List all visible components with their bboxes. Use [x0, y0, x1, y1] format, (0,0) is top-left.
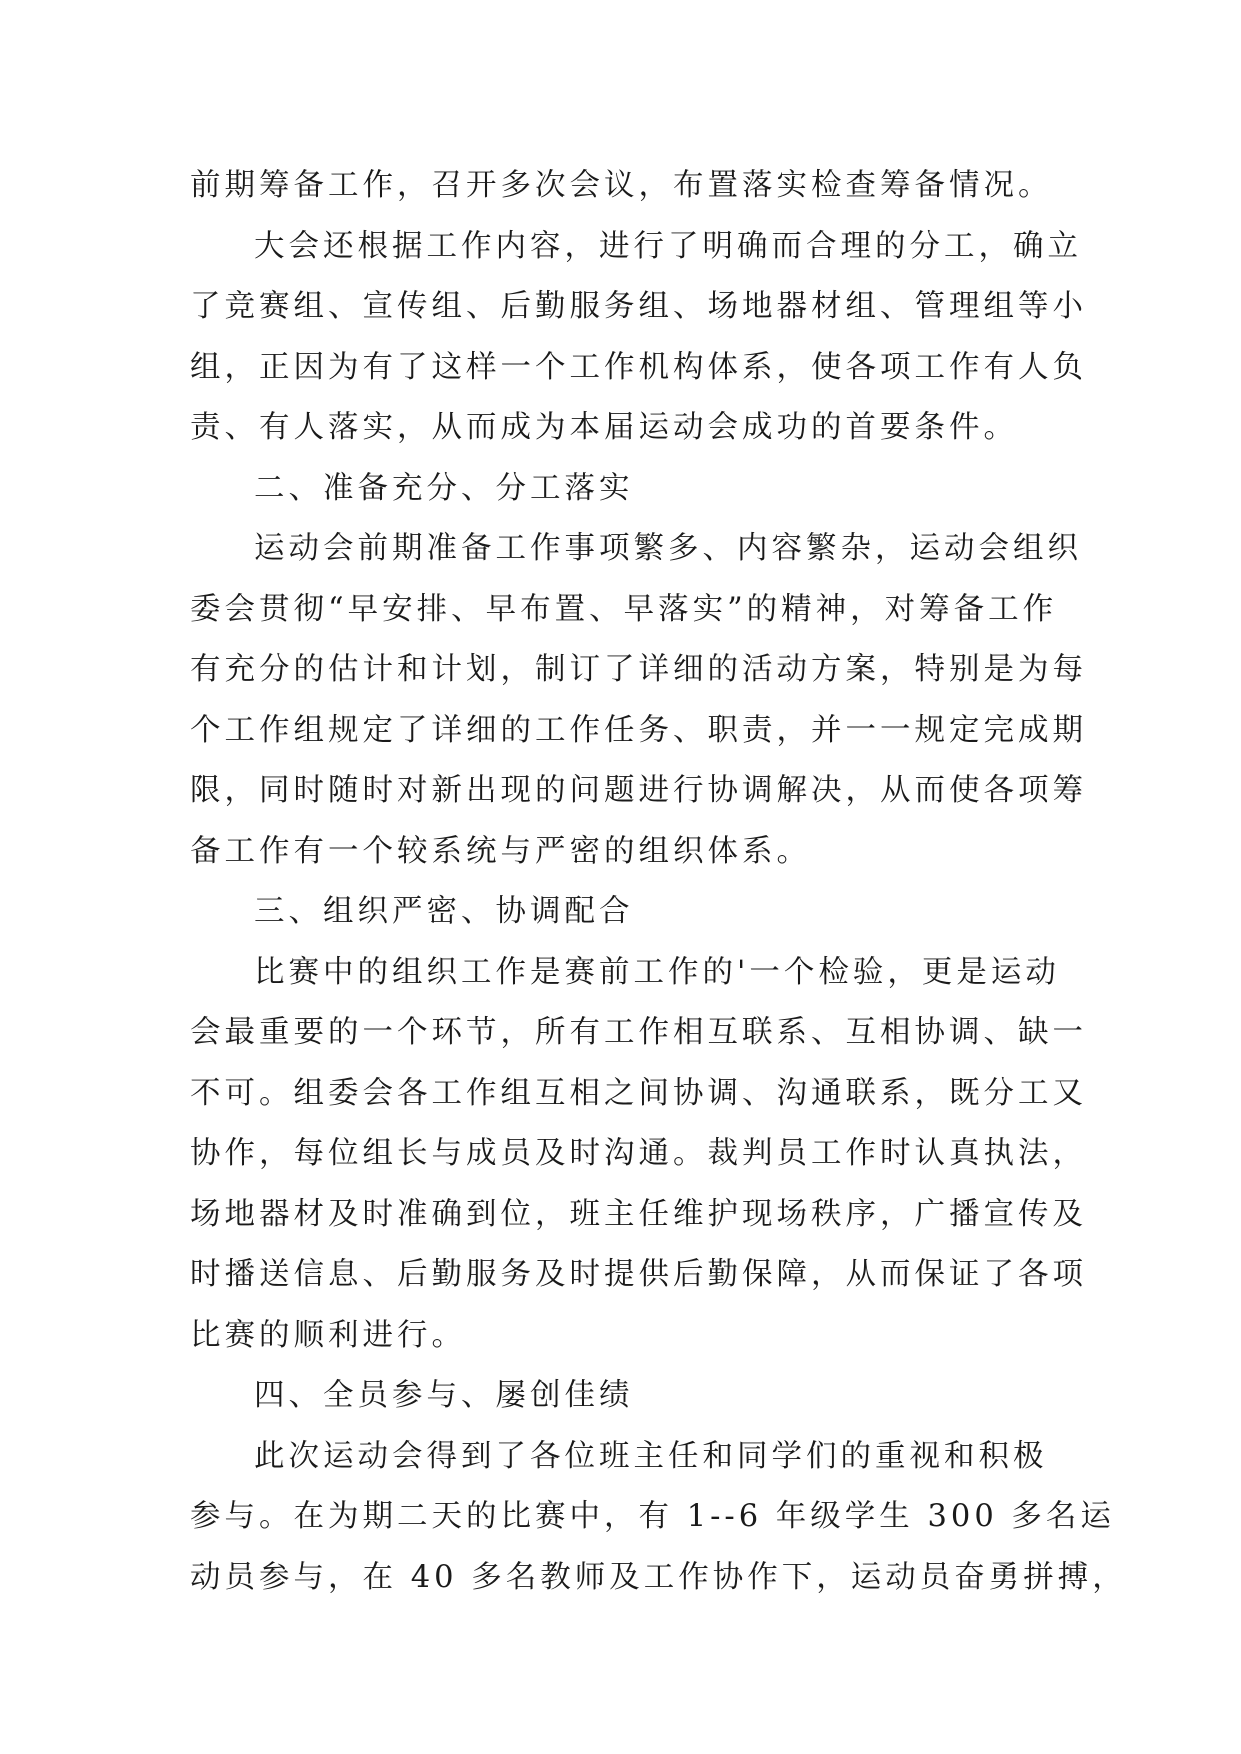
section-heading: 三、组织严密、协调配合	[254, 894, 634, 929]
section-heading: 四、全员参与、屡创佳绩	[254, 1378, 634, 1413]
text-line: 动员参与，在 40 多名教师及工作协作下，运动员奋勇拼搏，	[190, 1559, 1127, 1595]
document-body	[190, 156, 1127, 1608]
text-line: 了竞赛组、宣传组、后勤服务组、场地器材组、管理组等小	[190, 289, 1087, 324]
text-line: 协作，每位组长与成员及时沟通。裁判员工作时认真执法，	[190, 1136, 1087, 1171]
text-line: 前期筹备工作，召开多次会议，布置落实检查筹备情况。	[190, 168, 1053, 203]
text-line: 有充分的估计和计划，制订了详细的活动方案，特别是为每	[190, 652, 1087, 687]
text-line: 组，正因为有了这样一个工作机构体系，使各项工作有人负	[190, 349, 1087, 385]
text-line: 不可。组委会各工作组互相之间协调、沟通联系，既分工又	[190, 1075, 1087, 1111]
text-line: 时播送信息、后勤服务及时提供后勤保障，从而保证了各项	[190, 1257, 1087, 1292]
section-heading: 二、准备充分、分工落实	[254, 470, 634, 506]
text-line: 责、有人落实，从而成为本届运动会成功的首要条件。	[190, 410, 1018, 445]
text-line: 参与。在为期二天的比赛中，有 1--6 年级学生 300 多名运	[190, 1499, 1115, 1534]
text-line: 委会贯彻“早安排、早布置、早落实”的精神，对筹备工作	[190, 591, 1058, 627]
text-line: 备工作有一个较系统与严密的组织体系。	[190, 833, 811, 869]
paragraph-start-line: 运动会前期准备工作事项繁多、内容繁杂，运动会组织	[254, 531, 1082, 566]
paragraph-start-line: 比赛中的组织工作是赛前工作的'一个检验，更是运动	[254, 954, 1060, 990]
paragraph-start-line: 大会还根据工作内容，进行了明确而合理的分工，确立	[254, 228, 1082, 264]
text-line: 限，同时随时对新出现的问题进行协调解决，从而使各项筹	[190, 773, 1087, 808]
text-line: 比赛的顺利进行。	[190, 1317, 466, 1353]
text-line: 会最重要的一个环节，所有工作相互联系、互相协调、缺一	[190, 1015, 1087, 1050]
text-line: 个工作组规定了详细的工作任务、职责，并一一规定完成期	[190, 712, 1087, 748]
text-line: 场地器材及时准确到位，班主任维护现场秩序，广播宣传及	[190, 1196, 1087, 1232]
paragraph-start-line: 此次运动会得到了各位班主任和同学们的重视和积极	[254, 1438, 1048, 1474]
